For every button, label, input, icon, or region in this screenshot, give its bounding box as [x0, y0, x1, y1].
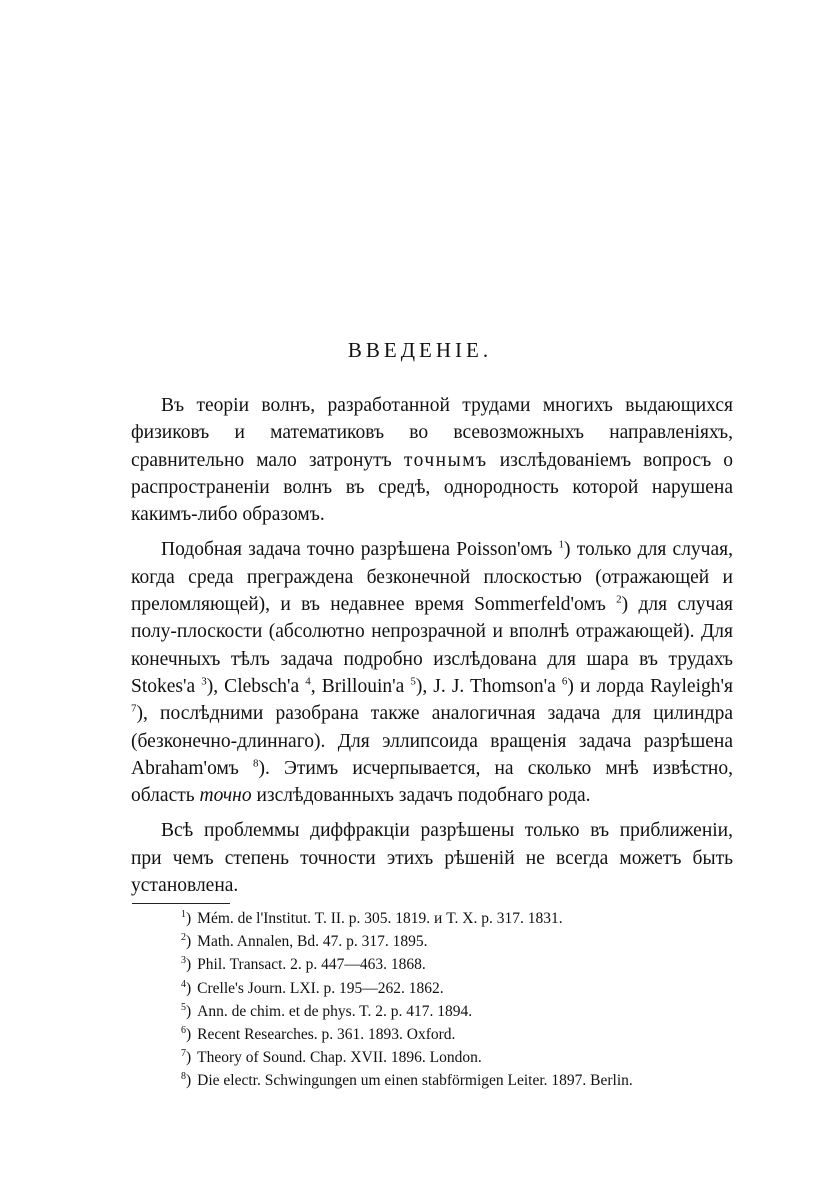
- footnote-number: 2: [181, 932, 186, 944]
- page-title: ВВЕДЕНІЕ.: [347, 338, 493, 362]
- p2-text: ), Clebsch'а: [206, 675, 306, 697]
- footnote-marker: [170, 1046, 186, 1069]
- footnote-marker: [170, 907, 186, 930]
- footnote-number: 6: [181, 1024, 186, 1036]
- footnote-text: Phil. Transact. 2. p. 447—463. 1868.: [197, 956, 426, 974]
- paragraph-1: [131, 392, 733, 528]
- p2-text: изслѣдованныхъ задачъ подобнаго рода.: [251, 785, 591, 807]
- footnote: $^8$ ) Die electr. Schwingungen um einen stabförmigen Leiter. 1897. Berlin.: [170, 1069, 770, 1092]
- footnote-ref-3: 3: [201, 675, 207, 688]
- footnote-text: Ann. de chim. et de phys. T. 2. p. 417. 1894.: [197, 1002, 473, 1020]
- p1-emphasis: точнымъ: [403, 449, 488, 471]
- introduction-body: [131, 392, 733, 899]
- footnote: $^3$ ) Phil. Transact. 2. p. 447—463. 1868.: [170, 953, 770, 976]
- footnotes: [170, 907, 770, 1093]
- footnote-text: Math. Annalen, Bd. 47. p. 317. 1895.: [197, 933, 428, 951]
- footnote-ref-1: 1: [558, 538, 565, 551]
- p2-text: , Brillouin'а: [310, 675, 411, 697]
- footnote: $^6$ ) Recent Researches. p. 361. 1893. Oxford.: [170, 1023, 770, 1046]
- footnote-text: Recent Researches. p. 361. 1893. Oxford.: [197, 1026, 456, 1044]
- footnote-marker: [170, 953, 186, 976]
- footnote-marker: [170, 1023, 186, 1046]
- footnote-number: 8: [181, 1071, 186, 1083]
- footnote-marker: [170, 977, 186, 1000]
- footnote-ref-7: 7: [131, 702, 137, 715]
- footnote-text: Die electr. Schwingungen um einen stabförmigen Leiter. 1897. Berlin.: [197, 1072, 633, 1090]
- footnote: $^2$ ) Math. Annalen, Bd. 47. p. 317. 1895.: [170, 930, 770, 953]
- p2-text: ) только для случая, когда среда преграждена безконечной плоскостью (отражающей и преломляющей), и въ недавнее время Sommerfeld'омъ: [131, 539, 733, 616]
- footnote-number: 4: [181, 978, 186, 990]
- footnote-marker: [170, 930, 186, 953]
- footnote-divider: [132, 903, 230, 904]
- p1-text-b: изслѣдованіемъ вопросъ о распространеніи волнъ въ средѣ, однородность которой нарушена какимъ-либо образомъ.: [131, 449, 733, 526]
- footnote: $^7$ ) Theory of Sound. Chap. XVII. 1896. London.: [170, 1046, 770, 1069]
- paragraph-3: Всѣ проблеммы диффракціи разрѣшены только въ приближеніи, при чемъ степень точности этихъ рѣшеній не всегда можетъ быть установлена.: [131, 820, 733, 897]
- p2-text: Подобная задача точно разрѣшена Poisson'омъ: [161, 539, 559, 561]
- footnote-number: 7: [181, 1048, 186, 1060]
- footnote-ref-6: 6: [561, 675, 568, 688]
- footnote-ref-2: 2: [616, 593, 622, 606]
- footnote-number: 5: [181, 1001, 186, 1013]
- footnote-number: 1: [181, 908, 186, 920]
- footnote-ref-8: 8: [253, 757, 259, 770]
- footnote: $^1$ ) Mém. de l'Institut. T. II. p. 305. 1819. и T. X. p. 317. 1831.: [170, 907, 770, 930]
- footnote-text: Crelle's Journ. LXI. p. 195—262. 1862.: [197, 979, 444, 997]
- footnote-number: 3: [181, 955, 186, 967]
- footnote-text: Mém. de l'Institut. T. II. p. 305. 1819. и T. X. p. 317. 1831.: [197, 910, 563, 927]
- p2-text: ). Этимъ исчерпывается, на сколько мнѣ извѣстно, область: [131, 757, 733, 807]
- footnote-ref-5: 5: [410, 675, 416, 688]
- footnote: $^4$ ) Crelle's Journ. LXI. p. 195—262. 1862.: [170, 977, 770, 1000]
- footnote-marker: [170, 1000, 186, 1023]
- p1-text-a: Въ теоріи волнъ, разработанной трудами многихъ выдающихся физиковъ и математиковъ во всевозможныхъ направленіяхъ, сравнительно мало затронутъ: [131, 395, 733, 471]
- paragraph-2: [131, 536, 733, 809]
- footnote-text: Theory of Sound. Chap. XVII. 1896. London.: [197, 1049, 482, 1067]
- p2-text: ) и лорда Rayleigh'я: [567, 675, 733, 697]
- footnote-ref-4: 4: [305, 675, 311, 688]
- footnote: $^5$ ) Ann. de chim. et de phys. T. 2. p. 417. 1894.: [170, 1000, 770, 1023]
- p2-text: ) для случая полу-плоскости (абсолютно непрозрачной и вполнѣ отражающей). Для конечныхъ тѣлъ задача подробно изслѣдована для шара въ трудахъ Stokes'а: [131, 594, 733, 697]
- p2-text: ), J. J. Thomson'а: [415, 675, 562, 697]
- footnote-marker: [170, 1069, 186, 1092]
- p2-italic: точно: [199, 785, 252, 807]
- p2-text: ), послѣдними разобрана также аналогичная задача для цилиндра (безконечно-длиннаго). Для эллипсоида вращенія задача разрѣшена Abraham'омъ: [131, 703, 733, 779]
